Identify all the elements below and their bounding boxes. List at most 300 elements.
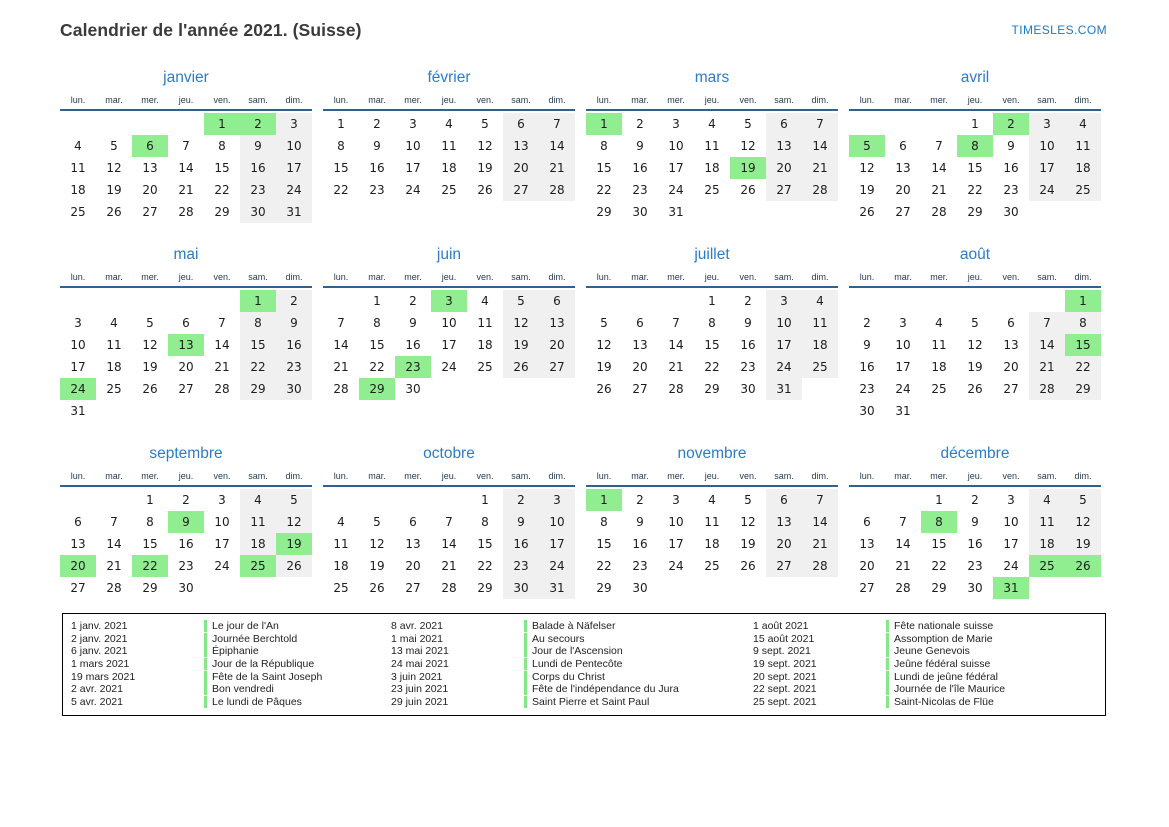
- day-cell: 17: [1003, 537, 1019, 551]
- day-cell: 20: [60, 555, 96, 577]
- day-cell: 10: [1029, 135, 1065, 157]
- weekday-label: mar.: [368, 272, 386, 282]
- day-cell: 31: [668, 205, 684, 219]
- site-link[interactable]: TIMESLES.COM: [1011, 23, 1107, 37]
- day-cell: 2: [744, 294, 752, 308]
- day-cell: 5: [110, 139, 118, 153]
- day-cell: 1: [971, 117, 979, 131]
- day-cell: 19: [477, 161, 493, 175]
- day-cell: 22: [596, 183, 612, 197]
- day-cell: 28: [668, 382, 684, 396]
- day-cell: 14: [441, 537, 457, 551]
- day-cell: [96, 290, 132, 312]
- month-septembre: [60, 443, 312, 599]
- day-cell: [1029, 201, 1065, 223]
- weekday-label: mer.: [930, 272, 948, 282]
- day-cell: 12: [740, 139, 756, 153]
- day-cell: 19: [596, 360, 612, 374]
- header-rule: [60, 286, 312, 288]
- day-cell: 23: [240, 179, 276, 201]
- day-cell: 10: [405, 139, 421, 153]
- calendar-year-grid: [60, 67, 1169, 599]
- day-cell: 8: [708, 316, 716, 330]
- header-rule: [586, 109, 838, 111]
- weekday-header-row: [586, 271, 838, 283]
- legend-date: 13 mai 2021: [391, 645, 449, 658]
- day-cell: [60, 290, 96, 312]
- weekday-label: jeu.: [967, 471, 983, 481]
- day-cell: [467, 378, 503, 400]
- day-cell: 25: [802, 356, 838, 378]
- day-cell: 26: [859, 205, 875, 219]
- day-cell: 5: [503, 290, 539, 312]
- legend-date: 5 avr. 2021: [71, 695, 123, 708]
- day-cell: 13: [405, 537, 421, 551]
- day-cell: 14: [106, 537, 122, 551]
- day-cell: 4: [481, 294, 489, 308]
- month-title: février: [427, 69, 471, 86]
- day-cell: 20: [539, 334, 575, 356]
- day-cell: [1029, 400, 1065, 422]
- weekday-label: dim.: [285, 471, 303, 481]
- day-cell: 13: [859, 537, 875, 551]
- legend-date: 2 avr. 2021: [71, 683, 123, 696]
- day-cell: 27: [70, 581, 86, 595]
- day-cell: 1: [708, 294, 716, 308]
- weekday-label: jeu.: [704, 95, 720, 105]
- day-cell: 25: [931, 382, 947, 396]
- legend-date: 3 juin 2021: [391, 670, 443, 683]
- day-cell: 14: [802, 135, 838, 157]
- weekday-label: lun.: [596, 95, 612, 105]
- month-title: avril: [960, 69, 990, 86]
- day-cell: 11: [1065, 135, 1101, 157]
- day-cell: 1: [586, 113, 622, 135]
- weekday-label: mer.: [667, 471, 685, 481]
- day-cell: 15: [333, 161, 349, 175]
- day-cell: 26: [142, 382, 158, 396]
- day-cell: 7: [218, 316, 226, 330]
- day-cell: 5: [971, 316, 979, 330]
- day-cell: 7: [802, 489, 838, 511]
- day-cell: 20: [859, 559, 875, 573]
- day-cell: 5: [600, 316, 608, 330]
- weekday-label: ven.: [476, 471, 494, 481]
- weekday-label: ven.: [213, 471, 231, 481]
- day-grid: [849, 113, 1101, 223]
- day-cell: 10: [441, 316, 457, 330]
- legend-holiday-name: Fête de la Saint Joseph: [204, 671, 322, 683]
- day-cell: 15: [596, 537, 612, 551]
- day-cell: 28: [539, 179, 575, 201]
- weekday-label: mar.: [105, 272, 123, 282]
- legend-entry: [391, 633, 753, 646]
- day-cell: 26: [740, 183, 756, 197]
- weekday-label: ven.: [1002, 95, 1020, 105]
- day-cell: 15: [967, 161, 983, 175]
- day-cell: 21: [178, 183, 194, 197]
- day-cell: 8: [481, 515, 489, 529]
- day-cell: [921, 290, 957, 312]
- legend-date: 23 juin 2021: [391, 683, 449, 696]
- day-cell: 28: [214, 382, 230, 396]
- day-cell: 10: [1003, 515, 1019, 529]
- day-cell: 25: [1065, 179, 1101, 201]
- day-cell: 12: [740, 515, 756, 529]
- day-cell: 7: [110, 515, 118, 529]
- weekday-label: dim.: [548, 272, 566, 282]
- legend-entry: [391, 670, 753, 683]
- month-title: janvier: [163, 69, 209, 86]
- legend-date: 6 janv. 2021: [71, 645, 128, 658]
- day-cell: [849, 489, 885, 511]
- day-cell: 14: [178, 161, 194, 175]
- weekday-label: dim.: [811, 95, 829, 105]
- weekday-label: lun.: [596, 471, 612, 481]
- day-cell: [849, 113, 885, 135]
- day-cell: 19: [967, 360, 983, 374]
- day-cell: 21: [668, 360, 684, 374]
- day-cell: 3: [276, 113, 312, 135]
- day-cell: 26: [967, 382, 983, 396]
- day-cell: 4: [240, 489, 276, 511]
- legend-date: 19 sept. 2021: [753, 658, 817, 671]
- day-cell: 1: [337, 117, 345, 131]
- day-cell: 14: [802, 511, 838, 533]
- day-cell: 8: [240, 312, 276, 334]
- weekday-label: ven.: [1002, 471, 1020, 481]
- day-cell: 18: [441, 161, 457, 175]
- day-cell: 30: [178, 581, 194, 595]
- day-cell: 24: [441, 360, 457, 374]
- day-cell: 10: [668, 515, 684, 529]
- legend-entry: [753, 645, 1105, 658]
- day-cell: [395, 489, 431, 511]
- weekday-label: dim.: [285, 272, 303, 282]
- weekday-label: ven.: [739, 471, 757, 481]
- legend-entry: [753, 658, 1105, 671]
- day-cell: 6: [766, 489, 802, 511]
- weekday-label: lun.: [596, 272, 612, 282]
- month-juillet: [586, 244, 838, 422]
- day-cell: 25: [1029, 555, 1065, 577]
- legend-holiday-name: Saint-Nicolas de Flüe: [886, 696, 994, 708]
- weekday-label: mar.: [894, 272, 912, 282]
- day-cell: 5: [744, 117, 752, 131]
- weekday-label: mer.: [141, 95, 159, 105]
- day-cell: 13: [632, 338, 648, 352]
- day-cell: 17: [668, 161, 684, 175]
- day-cell: [132, 290, 168, 312]
- weekday-header-row: [849, 94, 1101, 106]
- day-cell: [431, 378, 467, 400]
- day-cell: 9: [744, 316, 752, 330]
- day-cell: 9: [276, 312, 312, 334]
- day-cell: 18: [802, 334, 838, 356]
- page-title: Calendrier de l'année 2021. (Suisse): [60, 20, 362, 40]
- day-cell: 10: [668, 139, 684, 153]
- day-cell: 26: [1065, 555, 1101, 577]
- weekday-label: jeu.: [704, 272, 720, 282]
- day-cell: 8: [373, 316, 381, 330]
- day-cell: 3: [539, 489, 575, 511]
- day-cell: 17: [895, 360, 911, 374]
- day-cell: 24: [1029, 179, 1065, 201]
- day-cell: 7: [802, 113, 838, 135]
- weekday-label: mer.: [404, 471, 422, 481]
- legend-entry: [71, 658, 391, 671]
- legend-entry: [753, 620, 1105, 633]
- day-cell: 15: [477, 537, 493, 551]
- day-cell: 14: [333, 338, 349, 352]
- day-cell: 3: [766, 290, 802, 312]
- day-cell: 18: [1029, 533, 1065, 555]
- day-cell: 2: [971, 493, 979, 507]
- day-cell: 27: [1003, 382, 1019, 396]
- day-cell: [503, 378, 539, 400]
- day-cell: 2: [503, 489, 539, 511]
- day-cell: 20: [895, 183, 911, 197]
- weekday-label: sam.: [774, 272, 794, 282]
- day-cell: 25: [704, 183, 720, 197]
- weekday-header-row: [323, 94, 575, 106]
- day-cell: 18: [70, 183, 86, 197]
- day-cell: 9: [409, 316, 417, 330]
- day-cell: 14: [539, 135, 575, 157]
- weekday-label: ven.: [213, 272, 231, 282]
- day-cell: 8: [921, 511, 957, 533]
- day-cell: 17: [441, 338, 457, 352]
- day-cell: 25: [704, 559, 720, 573]
- day-cell: 25: [70, 205, 86, 219]
- day-cell: 9: [240, 135, 276, 157]
- day-cell: 12: [276, 511, 312, 533]
- day-grid: [849, 290, 1101, 422]
- weekday-label: dim.: [1074, 471, 1092, 481]
- day-cell: [658, 290, 694, 312]
- day-cell: 31: [276, 201, 312, 223]
- day-cell: 16: [632, 161, 648, 175]
- weekday-label: mar.: [894, 471, 912, 481]
- legend-entry: [71, 633, 391, 646]
- day-cell: 25: [477, 360, 493, 374]
- day-cell: 16: [1003, 161, 1019, 175]
- day-cell: 22: [369, 360, 385, 374]
- day-cell: 18: [106, 360, 122, 374]
- header-rule: [586, 485, 838, 487]
- weekday-label: ven.: [1002, 272, 1020, 282]
- day-cell: 2: [276, 290, 312, 312]
- weekday-header-row: [586, 94, 838, 106]
- day-cell: 7: [1029, 312, 1065, 334]
- header-rule: [849, 109, 1101, 111]
- day-cell: [957, 290, 993, 312]
- day-cell: 3: [218, 493, 226, 507]
- day-cell: [323, 489, 359, 511]
- day-cell: 31: [539, 577, 575, 599]
- weekday-label: lun.: [859, 272, 875, 282]
- legend-entry: [753, 683, 1105, 696]
- day-cell: 29: [1065, 378, 1101, 400]
- day-cell: [766, 577, 802, 599]
- day-cell: 2: [409, 294, 417, 308]
- day-cell: 9: [168, 511, 204, 533]
- day-cell: 7: [935, 139, 943, 153]
- day-cell: 23: [395, 356, 431, 378]
- day-cell: 27: [632, 382, 648, 396]
- day-cell: 16: [632, 537, 648, 551]
- weekday-label: jeu.: [967, 272, 983, 282]
- weekday-label: sam.: [511, 95, 531, 105]
- day-cell: 2: [182, 493, 190, 507]
- weekday-label: jeu.: [178, 471, 194, 481]
- day-cell: 1: [373, 294, 381, 308]
- day-cell: 10: [214, 515, 230, 529]
- weekday-label: jeu.: [704, 471, 720, 481]
- day-cell: 27: [178, 382, 194, 396]
- day-cell: 29: [596, 581, 612, 595]
- weekday-label: mer.: [404, 95, 422, 105]
- weekday-label: dim.: [811, 272, 829, 282]
- legend-entry: [391, 620, 753, 633]
- header-rule: [60, 109, 312, 111]
- day-cell: 16: [276, 334, 312, 356]
- day-cell: 31: [895, 404, 911, 418]
- month-title: septembre: [149, 445, 223, 462]
- day-cell: 7: [539, 113, 575, 135]
- day-cell: 3: [899, 316, 907, 330]
- month-title: juillet: [694, 246, 730, 263]
- day-cell: 11: [70, 161, 86, 175]
- legend-column: [391, 620, 753, 708]
- day-cell: 21: [802, 157, 838, 179]
- day-cell: 28: [441, 581, 457, 595]
- day-cell: 8: [337, 139, 345, 153]
- day-cell: 13: [142, 161, 158, 175]
- day-cell: 22: [477, 559, 493, 573]
- day-cell: 29: [359, 378, 395, 400]
- day-cell: 12: [106, 161, 122, 175]
- day-cell: 21: [214, 360, 230, 374]
- day-cell: 15: [369, 338, 385, 352]
- legend-holiday-name: Bon vendredi: [204, 683, 274, 695]
- month-novembre: [586, 443, 838, 599]
- weekday-label: sam.: [248, 95, 268, 105]
- day-cell: [240, 577, 276, 599]
- day-cell: 2: [373, 117, 381, 131]
- day-cell: 15: [596, 161, 612, 175]
- holiday-legend: [62, 613, 1106, 716]
- legend-holiday-name: Journée de l'île Maurice: [886, 683, 1005, 695]
- day-cell: 26: [740, 559, 756, 573]
- weekday-header-row: [849, 470, 1101, 482]
- weekday-label: mer.: [930, 95, 948, 105]
- day-cell: 6: [766, 113, 802, 135]
- weekday-label: dim.: [548, 95, 566, 105]
- day-cell: 31: [766, 378, 802, 400]
- weekday-label: sam.: [774, 95, 794, 105]
- weekday-label: mer.: [404, 272, 422, 282]
- day-cell: 25: [333, 581, 349, 595]
- day-cell: [539, 378, 575, 400]
- weekday-label: mar.: [631, 471, 649, 481]
- weekday-label: lun.: [70, 95, 86, 105]
- day-cell: 9: [1007, 139, 1015, 153]
- weekday-label: sam.: [1037, 471, 1057, 481]
- day-cell: 16: [405, 338, 421, 352]
- legend-date: 20 sept. 2021: [753, 670, 817, 683]
- day-cell: 8: [1065, 312, 1101, 334]
- day-cell: 6: [74, 515, 82, 529]
- weekday-label: lun.: [70, 471, 86, 481]
- weekday-header-row: [849, 271, 1101, 283]
- day-cell: 15: [142, 537, 158, 551]
- legend-column: [71, 620, 391, 708]
- legend-holiday-name: Assomption de Marie: [886, 633, 993, 645]
- day-cell: 3: [672, 493, 680, 507]
- day-cell: 15: [1065, 334, 1101, 356]
- month-title: juin: [436, 246, 462, 263]
- weekday-label: sam.: [774, 471, 794, 481]
- day-cell: 30: [240, 201, 276, 223]
- day-cell: 24: [276, 179, 312, 201]
- month-title: novembre: [677, 445, 747, 462]
- day-cell: 17: [766, 334, 802, 356]
- header-rule: [849, 286, 1101, 288]
- day-cell: 16: [859, 360, 875, 374]
- month-mars: [586, 67, 838, 223]
- day-cell: 4: [74, 139, 82, 153]
- day-cell: 30: [405, 382, 421, 396]
- day-cell: 21: [931, 183, 947, 197]
- day-cell: 7: [672, 316, 680, 330]
- legend-entry: [71, 670, 391, 683]
- day-cell: 24: [895, 382, 911, 396]
- day-cell: 4: [1065, 113, 1101, 135]
- day-cell: 6: [503, 113, 539, 135]
- day-cell: 24: [214, 559, 230, 573]
- day-cell: 17: [668, 537, 684, 551]
- weekday-label: mar.: [368, 471, 386, 481]
- legend-holiday-name: Lundi de jeûne fédéral: [886, 671, 998, 683]
- day-cell: 11: [1029, 511, 1065, 533]
- legend-holiday-name: Fête nationale suisse: [886, 620, 993, 632]
- day-cell: [802, 378, 838, 400]
- day-cell: 20: [142, 183, 158, 197]
- day-cell: 1: [586, 489, 622, 511]
- day-cell: 9: [863, 338, 871, 352]
- day-cell: [921, 113, 957, 135]
- day-cell: 12: [967, 338, 983, 352]
- day-cell: 21: [539, 157, 575, 179]
- legend-date: 29 juin 2021: [391, 695, 449, 708]
- day-cell: 22: [967, 183, 983, 197]
- day-cell: 5: [481, 117, 489, 131]
- day-cell: 18: [477, 338, 493, 352]
- day-cell: 9: [373, 139, 381, 153]
- day-cell: 23: [632, 183, 648, 197]
- day-cell: 19: [369, 559, 385, 573]
- day-cell: 1: [204, 113, 240, 135]
- day-cell: 10: [895, 338, 911, 352]
- day-cell: 27: [766, 555, 802, 577]
- day-cell: 8: [600, 515, 608, 529]
- day-cell: 4: [337, 515, 345, 529]
- day-cell: 16: [178, 537, 194, 551]
- month-title: décembre: [940, 445, 1010, 462]
- legend-date: 24 mai 2021: [391, 658, 449, 671]
- day-cell: 19: [740, 537, 756, 551]
